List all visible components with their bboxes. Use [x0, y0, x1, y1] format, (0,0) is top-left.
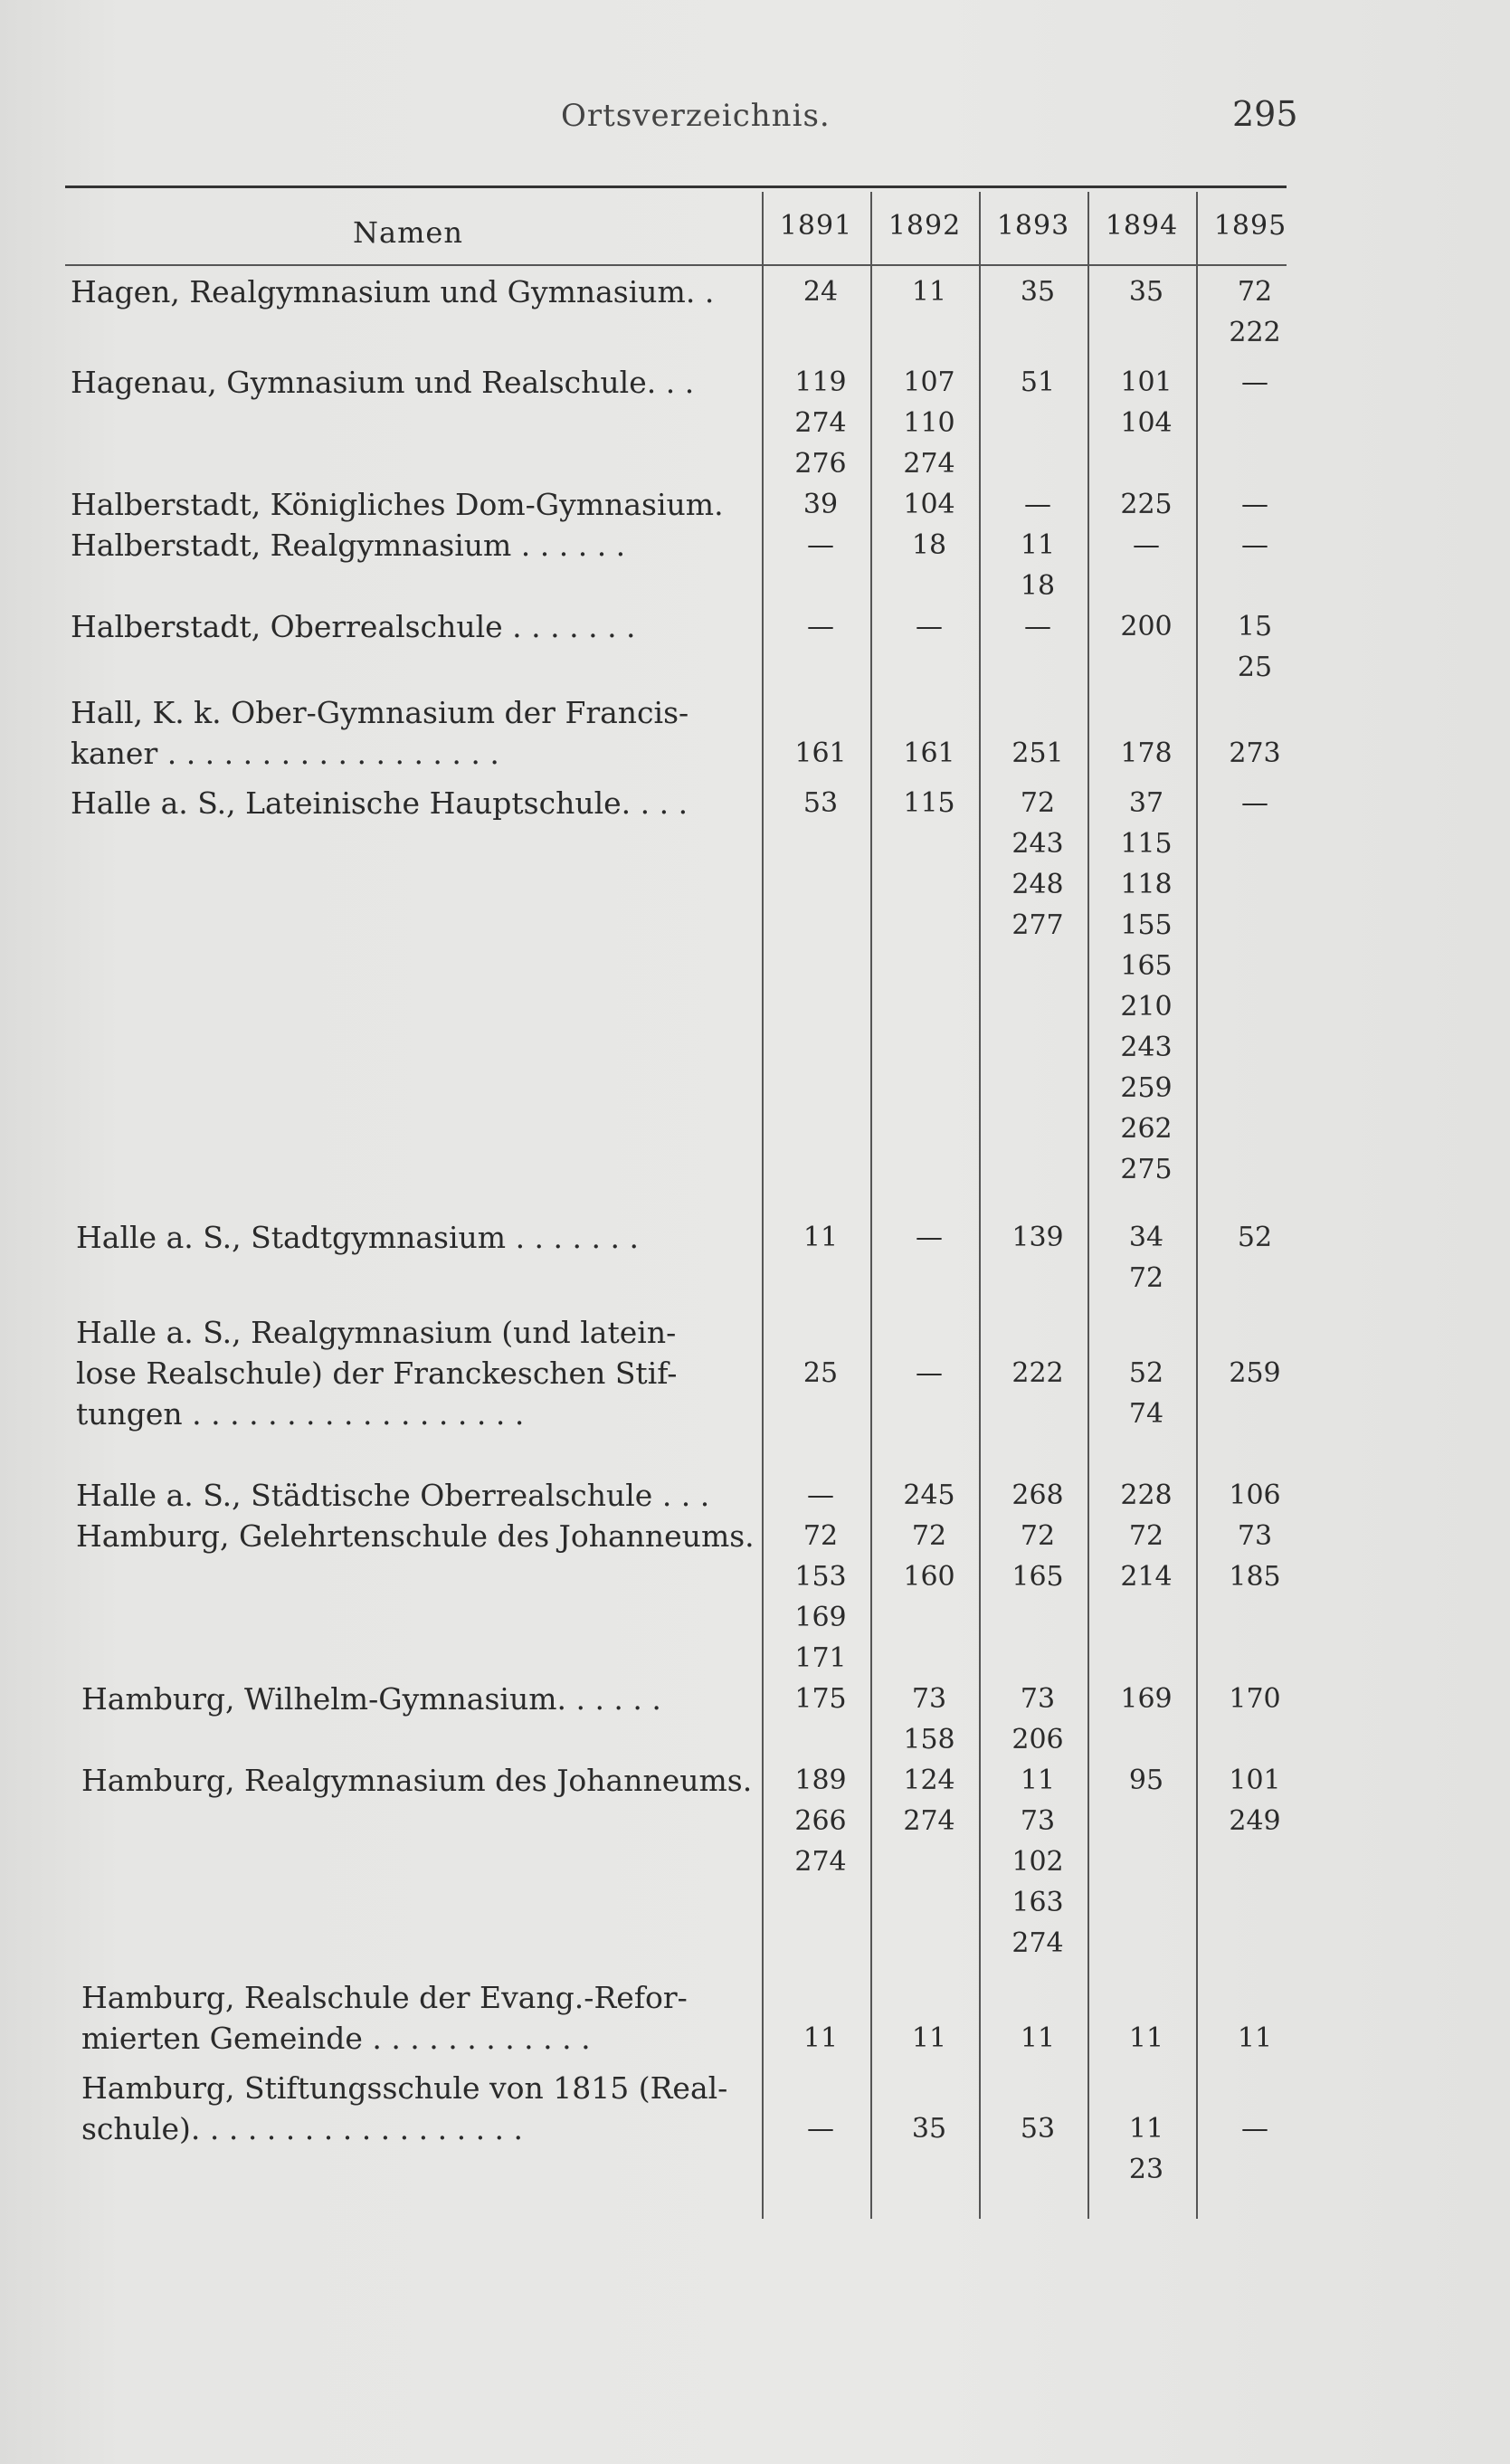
year-cell-1892 [884, 2108, 974, 2149]
year-cell-1895 [1210, 2018, 1300, 2059]
year-cell-1895 [1210, 362, 1300, 403]
year-cell-1894 [1101, 783, 1192, 1190]
year-cell-1895 [1210, 606, 1300, 688]
year-cell-1893 [992, 1475, 1083, 1516]
row-name-line: mierten Gemeinde . . . . . . . . . . . . [81, 2021, 591, 2056]
year-cell-1891 [775, 362, 866, 484]
year-cell-1895 [1210, 1516, 1300, 1597]
cell-value: 214 [1120, 1561, 1173, 1593]
cell-value: 11 [802, 1222, 839, 1253]
cell-value: 165 [1011, 1561, 1064, 1593]
header-bottom-rule [65, 264, 1287, 266]
cell-value: 25 [1237, 652, 1273, 683]
cell-value: 74 [1128, 1398, 1164, 1430]
cell-value: 170 [1229, 1683, 1281, 1715]
year-cell-1893 [992, 1760, 1083, 1964]
cell-value: 169 [794, 1602, 847, 1633]
year-cell-1894 [1101, 1217, 1192, 1299]
row-name-line: Halle a. S., Realgymnasium (und latein- [76, 1315, 677, 1350]
cell-value: 23 [1128, 2154, 1164, 2185]
year-cell-1891 [775, 1679, 866, 1719]
cell-value: 266 [794, 1805, 847, 1837]
row-name-line: schule). . . . . . . . . . . . . . . . . . [81, 2111, 524, 2146]
cell-value: 222 [1011, 1357, 1064, 1389]
table-row-name [76, 1475, 709, 1516]
cell-value: 276 [794, 448, 847, 480]
column-rule [979, 192, 981, 2219]
row-name-line: Hamburg, Realschule der Evang.-Refor- [81, 1980, 688, 2015]
cell-value: 165 [1120, 950, 1173, 982]
cell-value: 34 [1128, 1222, 1164, 1253]
cell-value: 118 [1120, 869, 1173, 900]
table-row-name [76, 1516, 755, 1556]
table-row-name [71, 783, 688, 823]
cell-value: 228 [1120, 1479, 1173, 1511]
year-cell-1893 [992, 1217, 1083, 1258]
cell-value: 222 [1229, 317, 1281, 348]
cell-value: 11 [911, 276, 947, 308]
cell-value: 249 [1229, 1805, 1281, 1837]
cell-value: 73 [1020, 1805, 1056, 1837]
row-name-line: kaner . . . . . . . . . . . . . . . . . . [71, 736, 499, 771]
cell-value: 72 [1020, 1520, 1056, 1552]
cell-value: 39 [802, 489, 839, 520]
cell-value: 115 [1120, 828, 1173, 860]
row-name-line: Hagenau, Gymnasium und Realschule. . . [71, 365, 695, 400]
cell-value: 268 [1011, 1479, 1064, 1511]
cell-value: 72 [802, 1520, 839, 1552]
year-cell-1894 [1101, 525, 1192, 566]
year-cell-1894 [1101, 271, 1192, 312]
row-name-line: Halberstadt, Königliches Dom-Gymnasium. [71, 487, 724, 522]
cell-value: 18 [911, 529, 947, 561]
year-header-1894: 1894 [1105, 210, 1179, 242]
cell-value: 18 [1020, 570, 1056, 602]
cell-value: 72 [911, 1520, 947, 1552]
cell-value: 53 [1020, 2113, 1056, 2145]
column-rule [762, 192, 764, 2219]
year-cell-1891 [775, 1217, 866, 1258]
year-cell-1893 [992, 362, 1083, 403]
year-cell-1891 [775, 1760, 866, 1882]
cell-value: 11 [1020, 529, 1056, 561]
cell-value: 101 [1229, 1765, 1281, 1796]
year-cell-1895 [1210, 733, 1300, 774]
cell-value: 72 [1128, 1262, 1164, 1294]
year-cell-1891 [775, 1516, 866, 1679]
cell-value: 104 [1120, 407, 1173, 439]
year-cell-1895 [1210, 1217, 1300, 1258]
cell-value: 35 [1020, 276, 1056, 308]
column-rule [870, 192, 872, 2219]
cell-value: 243 [1120, 1032, 1173, 1063]
cell-value: 53 [802, 787, 839, 819]
row-name-line: tungen . . . . . . . . . . . . . . . . . . [76, 1396, 525, 1432]
cell-value: — [1241, 489, 1268, 520]
cell-value: 245 [903, 1479, 955, 1511]
row-name-line: Halberstadt, Realgymnasium . . . . . . [71, 528, 626, 563]
table-row-name [71, 692, 689, 774]
row-name-line: Halle a. S., Stadtgymnasium . . . . . . . [76, 1220, 639, 1255]
row-name-line: Hamburg, Gelehrtenschule des Johanneums. [76, 1518, 755, 1554]
cell-value: 72 [1020, 787, 1056, 819]
year-cell-1895 [1210, 1353, 1300, 1394]
year-cell-1894 [1101, 1353, 1192, 1434]
cell-value: 178 [1120, 737, 1173, 769]
table-row-name [81, 1760, 752, 1801]
cell-value: 95 [1128, 1765, 1164, 1796]
year-cell-1895 [1210, 2108, 1300, 2149]
cell-value: 158 [903, 1724, 955, 1755]
cell-value: — [916, 1357, 943, 1389]
cell-value: 119 [794, 366, 847, 398]
year-cell-1892 [884, 783, 974, 823]
year-cell-1893 [992, 783, 1083, 946]
year-cell-1892 [884, 525, 974, 566]
row-name-line: Halle a. S., Lateinische Hauptschule. . . . [71, 785, 689, 821]
table-row-name [71, 484, 724, 525]
year-cell-1895 [1210, 783, 1300, 823]
table-row-name [71, 362, 694, 403]
cell-value: 73 [911, 1683, 947, 1715]
cell-value: 225 [1120, 489, 1173, 520]
cell-value: 106 [1229, 1479, 1281, 1511]
row-name-line: Hamburg, Realgymnasium des Johanneums. [81, 1763, 753, 1798]
cell-value: — [1133, 529, 1160, 561]
cell-value: — [807, 2113, 834, 2145]
year-cell-1895 [1210, 1475, 1300, 1516]
year-cell-1892 [884, 1679, 974, 1760]
year-cell-1893 [992, 271, 1083, 312]
cell-value: 189 [794, 1765, 847, 1796]
year-cell-1892 [884, 733, 974, 774]
row-name-line: Hamburg, Wilhelm-Gymnasium. . . . . . [81, 1681, 661, 1717]
year-cell-1894 [1101, 1516, 1192, 1597]
cell-value: 160 [903, 1561, 955, 1593]
cell-value: 259 [1120, 1072, 1173, 1104]
cell-value: 153 [794, 1561, 847, 1593]
year-cell-1895 [1210, 484, 1300, 525]
row-name-line: Halberstadt, Oberrealschule . . . . . . . [71, 609, 636, 644]
cell-value: 274 [903, 1805, 955, 1837]
table-row-name [76, 1312, 677, 1434]
year-cell-1894 [1101, 733, 1192, 774]
cell-value: 73 [1020, 1683, 1056, 1715]
year-cell-1894 [1101, 2018, 1192, 2059]
cell-value: 161 [794, 737, 847, 769]
cell-value: 275 [1120, 1154, 1173, 1185]
cell-value: — [1241, 366, 1268, 398]
year-cell-1892 [884, 362, 974, 484]
year-cell-1893 [992, 1353, 1083, 1394]
year-cell-1894 [1101, 2108, 1192, 2190]
cell-value: 11 [802, 2022, 839, 2054]
cell-value: 248 [1011, 869, 1064, 900]
year-cell-1892 [884, 2018, 974, 2059]
cell-value: 11 [911, 2022, 947, 2054]
cell-value: 124 [903, 1765, 955, 1796]
cell-value: 185 [1229, 1561, 1281, 1593]
cell-value: 72 [1128, 1520, 1164, 1552]
table-row-name [71, 525, 625, 566]
cell-value: 163 [1011, 1887, 1064, 1918]
cell-value: 11 [1020, 2022, 1056, 2054]
year-cell-1892 [884, 1353, 974, 1394]
row-name-line: lose Realschule) der Franckeschen Stif- [76, 1356, 678, 1391]
year-cell-1895 [1210, 1760, 1300, 1841]
cell-value: — [1241, 2113, 1268, 2145]
cell-value: — [1241, 787, 1268, 819]
year-header-1895: 1895 [1213, 210, 1287, 242]
year-cell-1893 [992, 606, 1083, 647]
cell-value: 107 [903, 366, 955, 398]
year-cell-1894 [1101, 362, 1192, 443]
year-cell-1893 [992, 2018, 1083, 2059]
year-cell-1894 [1101, 606, 1192, 647]
year-cell-1891 [775, 1353, 866, 1394]
table-top-rule [65, 186, 1287, 188]
cell-value: 104 [903, 489, 955, 520]
table-row-name [76, 1217, 639, 1258]
year-cell-1891 [775, 271, 866, 312]
cell-value: 11 [1020, 1765, 1056, 1796]
cell-value: 37 [1128, 787, 1164, 819]
cell-value: 274 [1011, 1927, 1064, 1959]
cell-value: 72 [1237, 276, 1273, 308]
cell-value: 52 [1237, 1222, 1273, 1253]
cell-value: — [807, 529, 834, 561]
cell-value: 243 [1011, 828, 1064, 860]
year-cell-1891 [775, 783, 866, 823]
table-row-name [71, 606, 636, 647]
cell-value: 11 [1237, 2022, 1273, 2054]
cell-value: 101 [1120, 366, 1173, 398]
year-cell-1892 [884, 484, 974, 525]
year-cell-1892 [884, 1516, 974, 1597]
cell-value: — [1241, 529, 1268, 561]
cell-value: — [807, 1479, 834, 1511]
year-cell-1893 [992, 484, 1083, 525]
year-cell-1894 [1101, 484, 1192, 525]
year-cell-1895 [1210, 525, 1300, 566]
cell-value: 15 [1237, 611, 1273, 642]
year-cell-1891 [775, 2108, 866, 2149]
year-cell-1891 [775, 484, 866, 525]
year-cell-1893 [992, 1679, 1083, 1760]
cell-value: 102 [1011, 1846, 1064, 1878]
cell-value: — [916, 611, 943, 642]
cell-value: 210 [1120, 991, 1173, 1023]
cell-value: 274 [903, 448, 955, 480]
year-cell-1894 [1101, 1760, 1192, 1801]
cell-value: 25 [802, 1357, 839, 1389]
cell-value: 200 [1120, 611, 1173, 642]
cell-value: — [807, 611, 834, 642]
cell-value: — [1024, 611, 1051, 642]
year-cell-1892 [884, 606, 974, 647]
cell-value: 161 [903, 737, 955, 769]
cell-value: 206 [1011, 1724, 1064, 1755]
cell-value: 110 [903, 407, 955, 439]
cell-value: 259 [1229, 1357, 1281, 1389]
table-row-name [81, 1679, 661, 1719]
row-name-line: Hall, K. k. Ober-Gymnasium der Francis- [71, 695, 689, 730]
year-header-1893: 1893 [996, 210, 1070, 242]
cell-value: 52 [1128, 1357, 1164, 1389]
year-cell-1892 [884, 1475, 974, 1516]
year-cell-1891 [775, 733, 866, 774]
year-cell-1895 [1210, 1679, 1300, 1719]
year-cell-1892 [884, 1760, 974, 1841]
year-cell-1891 [775, 1475, 866, 1516]
year-cell-1891 [775, 606, 866, 647]
year-cell-1894 [1101, 1475, 1192, 1516]
year-cell-1892 [884, 271, 974, 312]
year-cell-1893 [992, 733, 1083, 774]
cell-value: 171 [794, 1642, 847, 1674]
row-name-line: Hamburg, Stiftungsschule von 1815 (Real- [81, 2070, 728, 2106]
cell-value: 155 [1120, 909, 1173, 941]
cell-value: 251 [1011, 737, 1064, 769]
year-header-1891: 1891 [779, 210, 853, 242]
year-cell-1891 [775, 2018, 866, 2059]
year-cell-1893 [992, 525, 1083, 606]
page-number: 295 [1232, 94, 1298, 134]
cell-value: 262 [1120, 1113, 1173, 1145]
cell-value: 73 [1237, 1520, 1273, 1552]
cell-value: 273 [1229, 737, 1281, 769]
cell-value: 169 [1120, 1683, 1173, 1715]
cell-value: 51 [1020, 366, 1056, 398]
cell-value: 11 [1128, 2113, 1164, 2145]
cell-value: 24 [802, 276, 839, 308]
year-cell-1893 [992, 2108, 1083, 2149]
year-cell-1893 [992, 1516, 1083, 1597]
cell-value: — [916, 1222, 943, 1253]
name-column-header: Namen [353, 215, 463, 250]
year-header-1892: 1892 [888, 210, 962, 242]
column-rule [1196, 192, 1198, 2219]
cell-value: 35 [1128, 276, 1164, 308]
year-cell-1894 [1101, 1679, 1192, 1719]
cell-value: 175 [794, 1683, 847, 1715]
cell-value: 11 [1128, 2022, 1164, 2054]
cell-value: — [1024, 489, 1051, 520]
year-cell-1892 [884, 1217, 974, 1258]
table-row-name [81, 2068, 727, 2149]
year-cell-1891 [775, 525, 866, 566]
cell-value: 274 [794, 407, 847, 439]
table-row-name [81, 1977, 688, 2059]
running-head: Ortsverzeichnis. [561, 98, 831, 134]
row-name-line: Hagen, Realgymnasium und Gymnasium. . [71, 274, 715, 309]
cell-value: 277 [1011, 909, 1064, 941]
cell-value: 139 [1011, 1222, 1064, 1253]
year-cell-1895 [1210, 271, 1300, 353]
cell-value: 274 [794, 1846, 847, 1878]
cell-value: 115 [903, 787, 955, 819]
cell-value: 35 [911, 2113, 947, 2145]
row-name-line: Halle a. S., Städtische Oberrealschule . . . [76, 1478, 710, 1513]
table-row-name [71, 271, 714, 312]
column-rule [1087, 192, 1089, 2219]
